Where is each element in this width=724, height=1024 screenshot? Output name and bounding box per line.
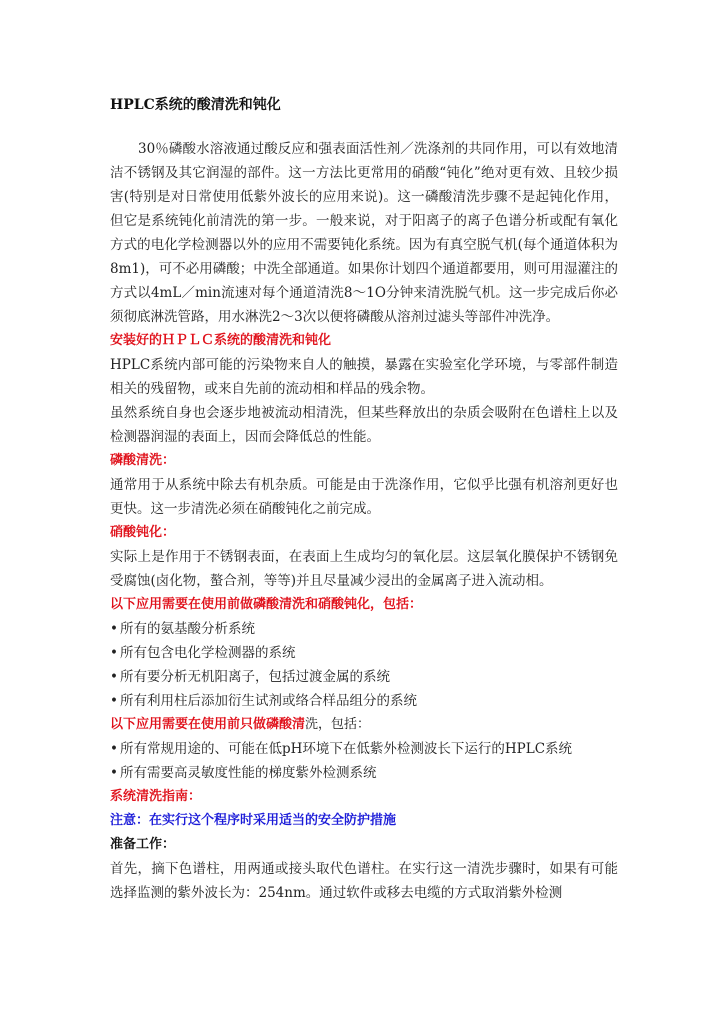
list-item-text: 所有要分析无机阳离子，包括过渡金属的系统 xyxy=(119,669,390,685)
list-item xyxy=(110,641,618,665)
bullet-icon: • xyxy=(110,645,118,661)
safety-notice: 注意：在实行这个程序时采用适当的安全防护措施 xyxy=(110,813,397,828)
list-item-text: 所有需要高灵敏度性能的梯度紫外检测系统 xyxy=(119,765,377,781)
section-heading-both-required: 以下应用需要在使用前做磷酸清洗和硝酸钝化，包括： xyxy=(110,597,423,612)
heading-bold-part: 以下应用需要在使用前只做磷酸清 xyxy=(110,717,306,732)
list-item-text: 所有的氨基酸分析系统 xyxy=(119,621,255,637)
phosphoric-only-list xyxy=(110,737,618,785)
list-item xyxy=(110,617,618,641)
list-item-text: 所有利用柱后添加衍生试剂或络合样品组分的系统 xyxy=(119,693,417,709)
bullet-icon: • xyxy=(110,741,118,757)
section-heading-preparation: 准备工作： xyxy=(110,837,176,852)
preparation-paragraph: 首先，摘下色谱柱，用两通或接头取代色谱柱。在实行这一清洗步骤时，如果有可能选择监测的紫外波长为：254nm。通过软件或移去电缆的方式取消紫外检测 xyxy=(110,861,618,901)
phosphoric-cleaning-paragraph: 通常用于从系统中除去有机杂质。可能是由于洗涤作用，它似乎比强有机溶剂更好也更快。这一步清洗必须在硝酸钝化之前完成。 xyxy=(110,477,618,517)
bullet-icon: • xyxy=(110,621,118,637)
section-heading-phosphoric-cleaning: 磷酸清洗： xyxy=(110,453,176,468)
intro-paragraph: 30％磷酸水溶液通过酸反应和强表面活性剂／洗涤剂的共同作用，可以有效地清洁不锈钢及其它润湿的部件。这一方法比更常用的硝酸“钝化”绝对更有效、且较少损害(特别是对日常使用低紫外波长的应用来说)。这一磷酸清洗步骤不是起钝化作用，但它是系统钝化前清洗的第一步。一般来说，对于阳离子的离子色谱分析或配有氧化方式的电化学检测器以外的应用不需要钝化系统。因为有真空脱气机(每个通道体积为8m1)，可不必用磷酸；中洗全部通道。如果你计划四个通道都要用，则可用湿灌注的方式以4mL／min流速对每个通道清洗8～1O分钟来清洗脱气机。这一步完成后你必须彻底淋洗管路，用水淋洗2～3次以便将磷酸从溶剂过滤头等部件冲洗净。 xyxy=(110,141,618,325)
impurity-paragraph: 虽然系统自身也会逐步地被流动相清洗，但某些释放出的杂质会吸附在色谱柱上以及检测器润湿的表面上，因而会降低总的性能。 xyxy=(110,405,618,445)
list-item-text: 所有包含电化学检测器的系统 xyxy=(119,645,296,661)
section-heading-phosphoric-only xyxy=(110,713,618,737)
document-body xyxy=(110,93,618,905)
list-item xyxy=(110,761,618,785)
list-item xyxy=(110,737,618,761)
section-heading-acid-cleaning-installed: 安装好的ＨＰＬＣ系统的酸清洗和钝化 xyxy=(110,333,332,348)
contamination-paragraph: HPLC系统内部可能的污染物来自人的触摸，暴露在实验室化学环境，与零部件制造相关的残留物，或来自先前的流动相和样品的残余物。 xyxy=(110,357,618,397)
section-heading-cleaning-guide: 系统清洗指南： xyxy=(110,789,202,804)
list-item-text: 所有常规用途的、可能在低pH环境下在低紫外检测波长下运行的HPLC系统 xyxy=(119,741,573,757)
list-item xyxy=(110,665,618,689)
section-heading-nitric-passivation: 硝酸钝化： xyxy=(110,525,176,540)
heading-normal-part: 洗，包括： xyxy=(305,717,371,732)
document-title: HPLC系统的酸清洗和钝化 xyxy=(110,97,281,113)
bullet-icon: • xyxy=(110,765,118,781)
nitric-passivation-paragraph: 实际上是作用于不锈钢表面，在表面上生成均匀的氧化层。这层氧化膜保护不锈钢免受腐蚀(卤化物，螯合剂，等等)并且尽量减少浸出的金属离子进入流动相。 xyxy=(110,549,618,589)
bullet-icon: • xyxy=(110,669,118,685)
bullet-icon: • xyxy=(110,693,118,709)
both-required-list xyxy=(110,617,618,713)
list-item xyxy=(110,689,618,713)
